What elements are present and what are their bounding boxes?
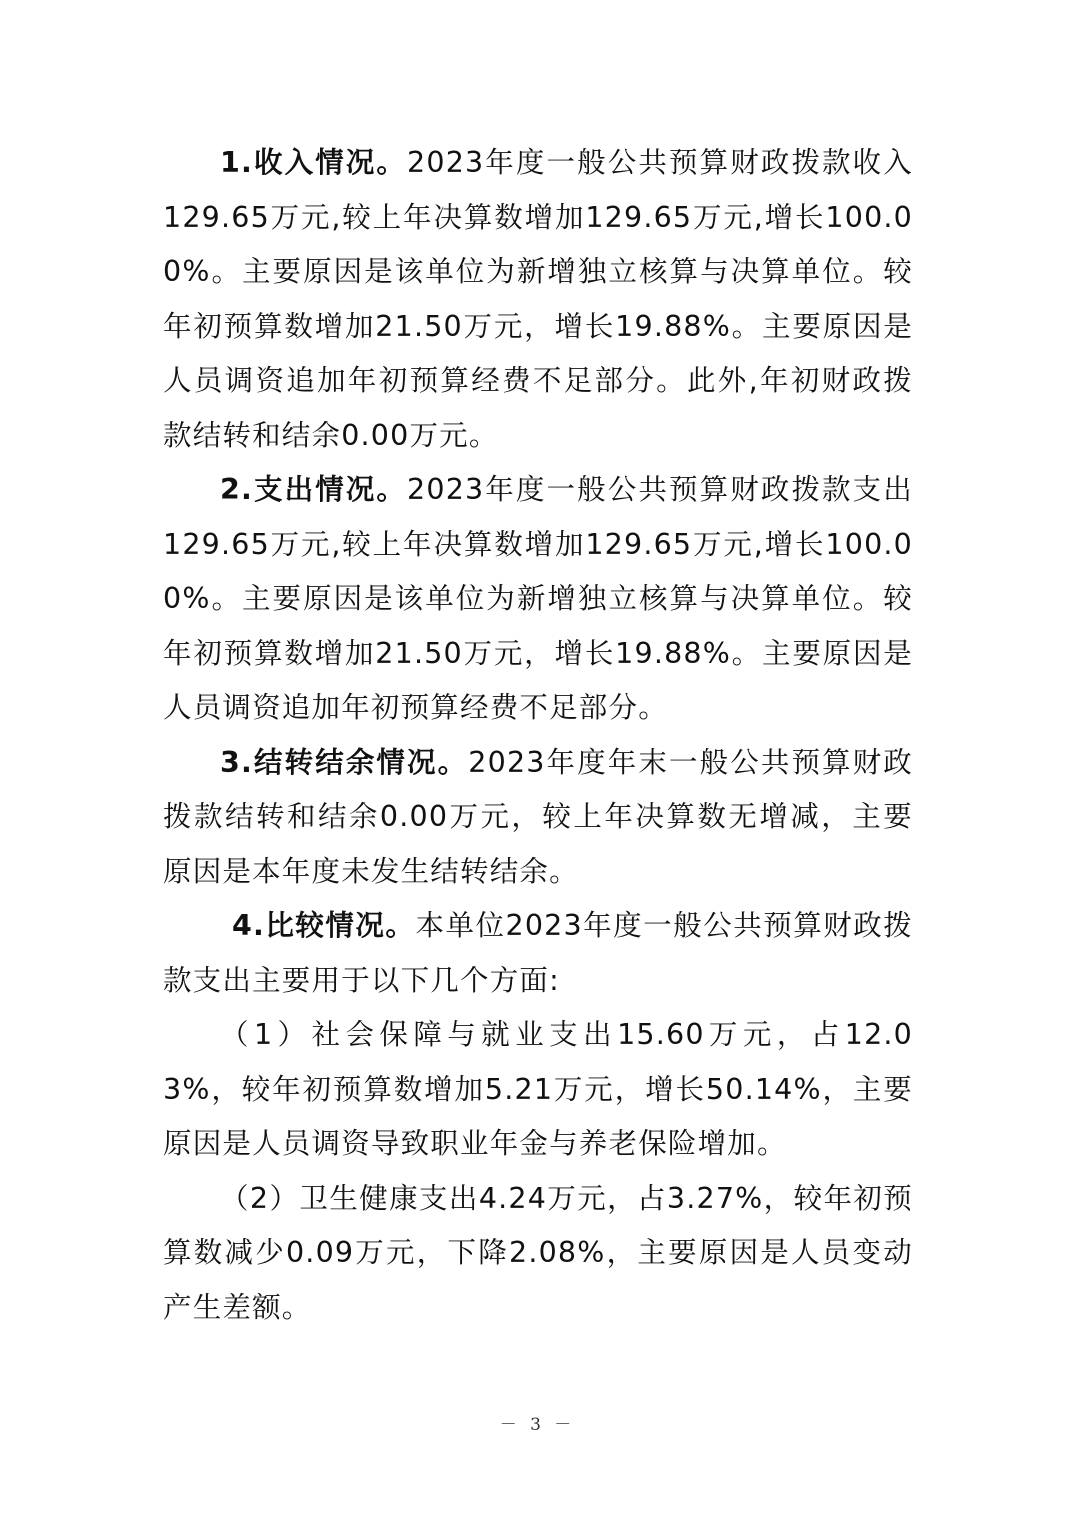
heading-comparison: 4.比较情况。: [232, 909, 416, 942]
paragraph-item-1: [163, 1008, 913, 1172]
paragraph-item-2: [163, 1172, 913, 1336]
paragraph-income: [163, 136, 913, 463]
text-expenditure: 2023年度一般公共预算财政拨款支出129.65万元,较上年决算数增加129.65万元,增长100.00%。主要原因是该单位为新增独立核算与决算单位。较年初预算数增加21.50万元，增长19.88%。主要原因是人员调资追加年初预算经费不足部分。: [163, 473, 913, 724]
paragraph-expenditure: [163, 463, 913, 736]
heading-income: 1.收入情况。: [220, 146, 408, 179]
document-body: [163, 136, 913, 1335]
paragraph-carryover: [163, 736, 913, 900]
text-income: 2023年度一般公共预算财政拨款收入129.65万元,较上年决算数增加129.65万元,增长100.00%。主要原因是该单位为新增独立核算与决算单位。较年初预算数增加21.50万元，增长19.88%。主要原因是人员调资追加年初预算经费不足部分。此外,年初财政拨款结转和结余0.00万元。: [163, 146, 913, 452]
text-item-1: （1）社会保障与就业支出15.60万元，占12.03%，较年初预算数增加5.21万元，增长50.14%，主要原因是人员调资导致职业年金与养老保险增加。: [163, 1018, 913, 1160]
heading-carryover: 3.结转结余情况。: [220, 745, 469, 779]
text-item-2: （2）卫生健康支出4.24万元，占3.27%，较年初预算数减少0.09万元，下降2.08%，主要原因是人员变动产生差额。: [163, 1181, 913, 1324]
heading-expenditure: 2.支出情况。: [220, 473, 408, 506]
text-carryover: 2023年度年末一般公共预算财政拨款结转和结余0.00万元，较上年决算数无增减，主要原因是本年度未发生结转结余。: [163, 745, 913, 888]
paragraph-comparison: [163, 899, 913, 1008]
text-comparison: 本单位2023年度一般公共预算财政拨款支出主要用于以下几个方面:: [163, 909, 913, 997]
page-number: － 3 －: [499, 1415, 576, 1435]
